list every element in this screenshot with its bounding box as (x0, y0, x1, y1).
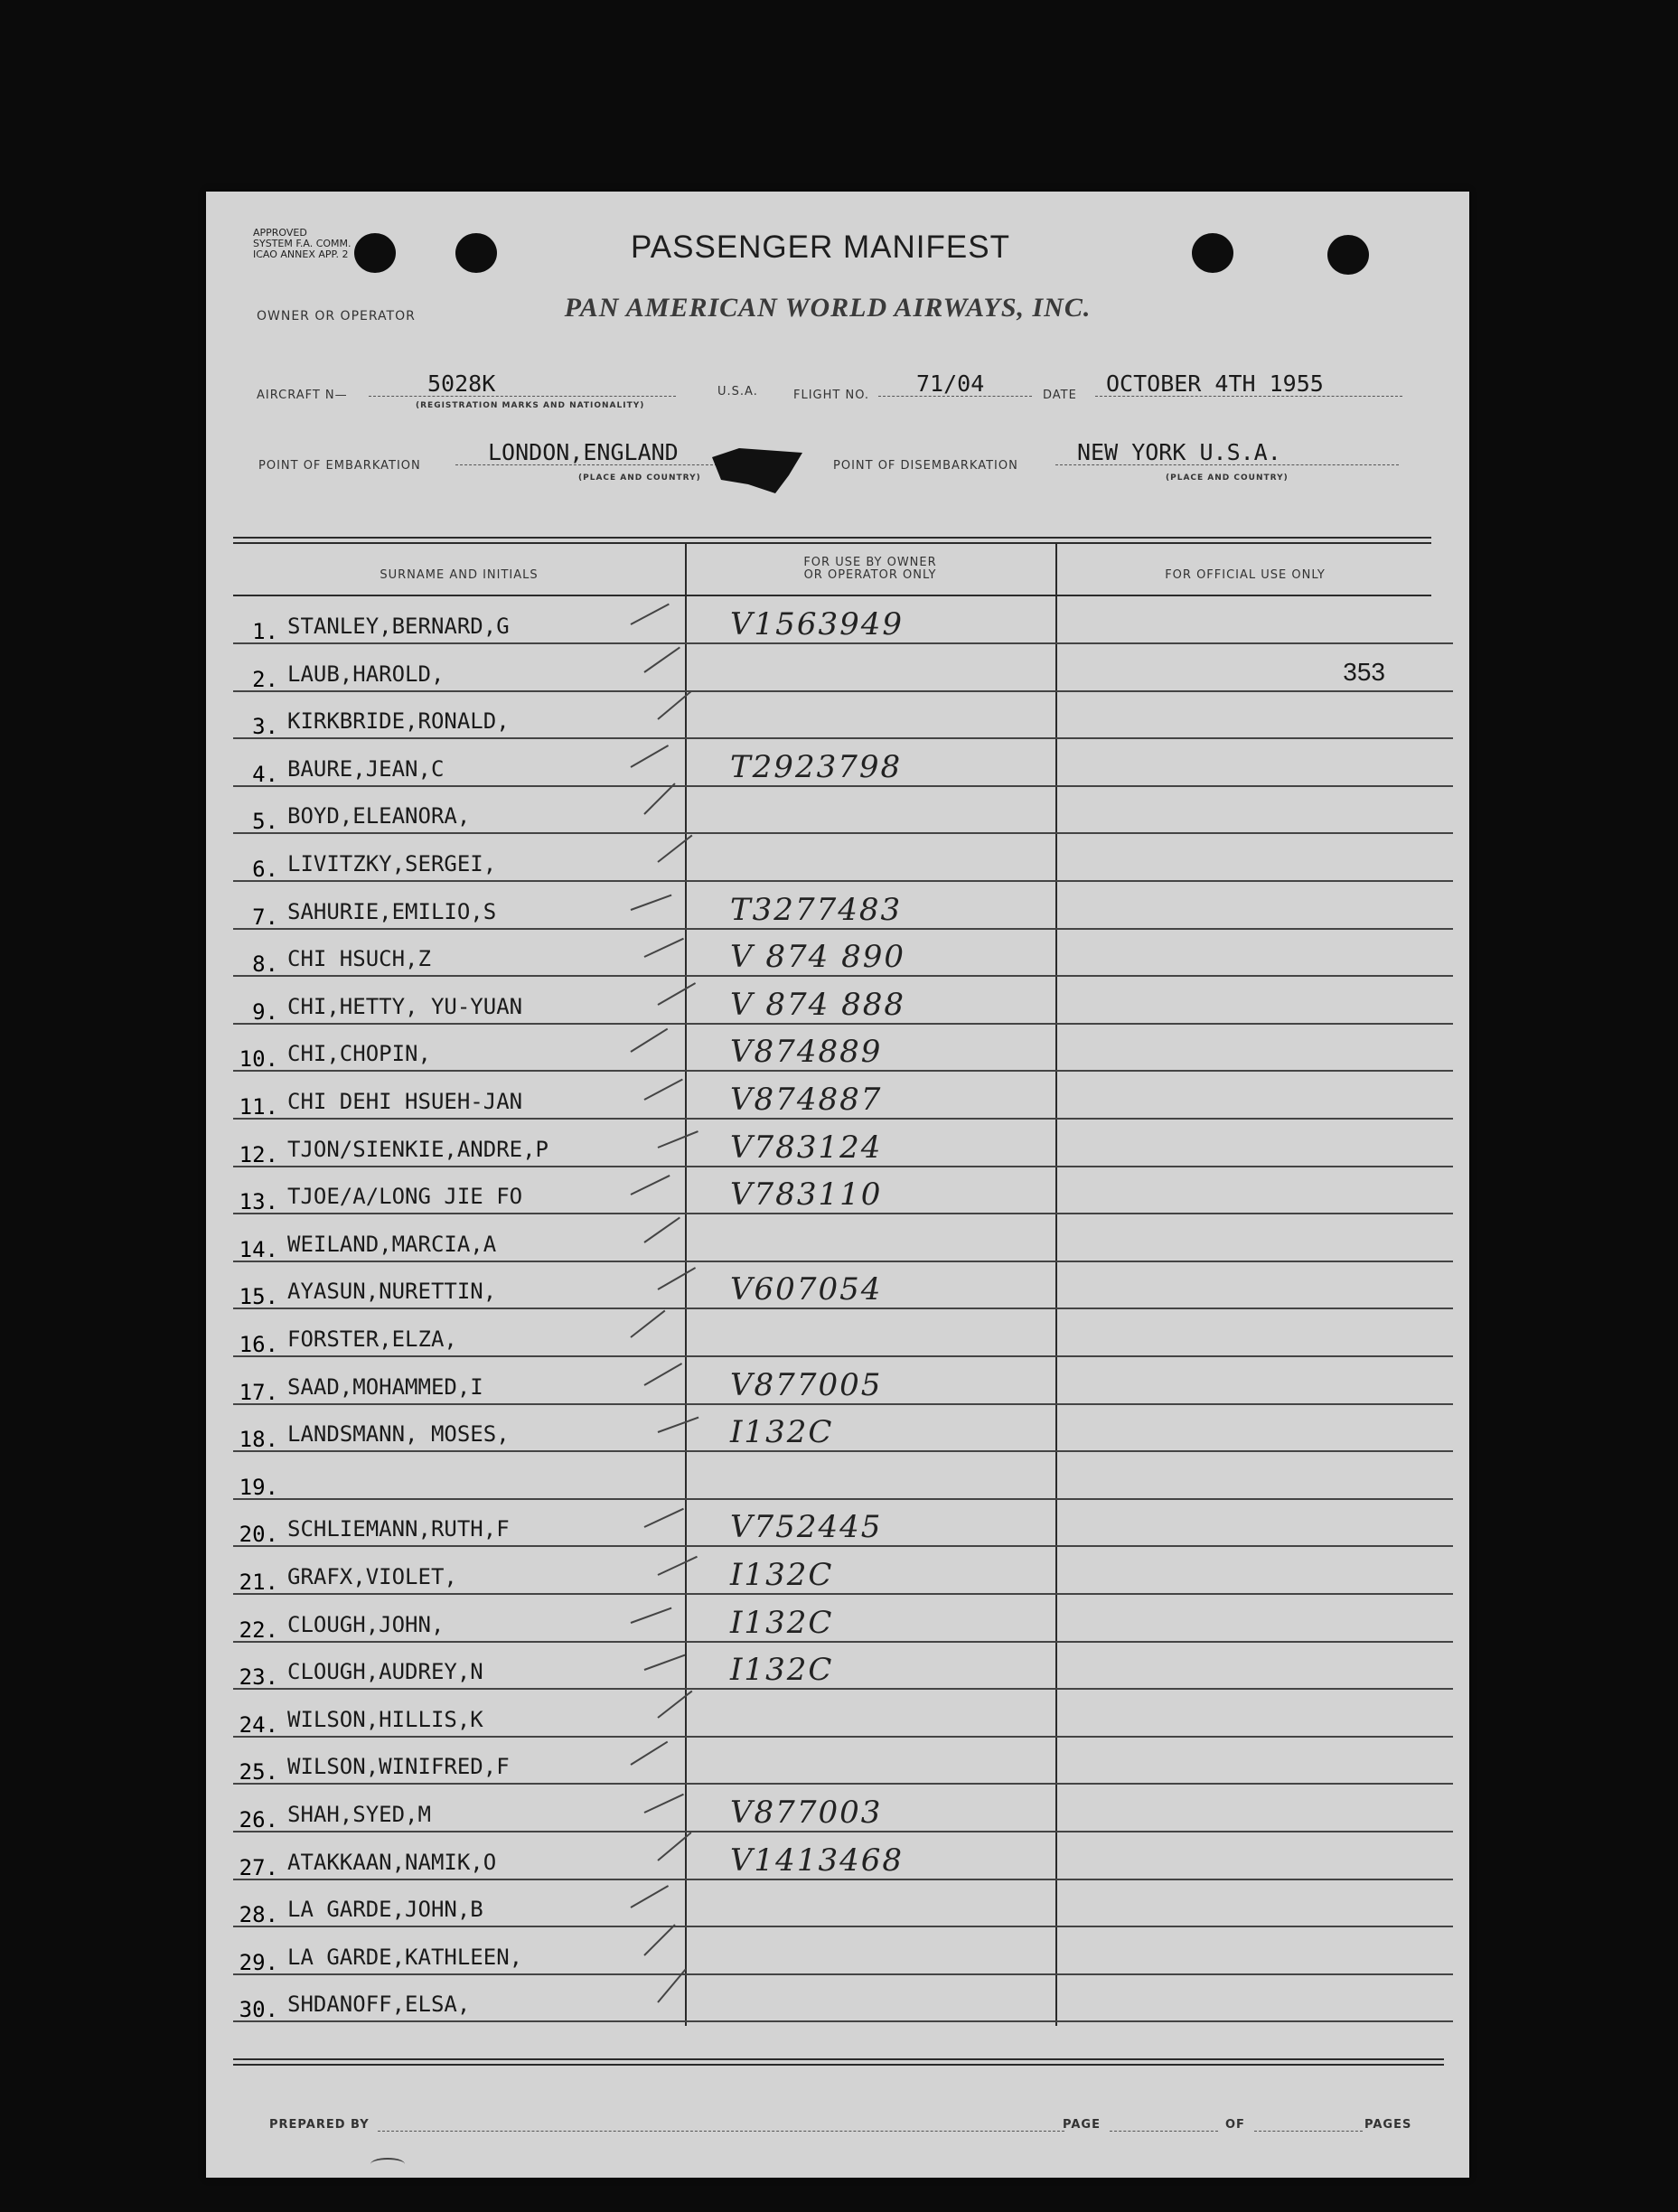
usa-label: U.S.A. (717, 385, 758, 398)
airline-name: PAN AMERICAN WORLD AIRWAYS, INC. (564, 293, 1092, 323)
embarkation-line (455, 464, 717, 465)
approval-line: SYSTEM F.A. COMM. (253, 238, 352, 249)
owner-note: V877005 (730, 1366, 883, 1403)
embarkation-sublabel: (PLACE AND COUNTRY) (578, 473, 701, 483)
disembarkation-line (1055, 464, 1399, 465)
passenger-number: 29. (239, 1949, 278, 1975)
punch-hole-left-2 (455, 233, 497, 273)
owner-note: T3277483 (730, 891, 903, 928)
table-row (233, 739, 1453, 787)
of-line (1254, 2131, 1363, 2132)
column-header-names: SURNAME AND INITIALS (380, 568, 539, 582)
passenger-number: 6. (252, 857, 278, 882)
owner-note: I132C (730, 1414, 834, 1451)
passenger-name: ATAKKAAN,NAMIK,O (287, 1849, 497, 1875)
owner-note: V 874 888 (730, 986, 905, 1023)
table-row (233, 1642, 1453, 1690)
passenger-name: TJOE/A/LONG JIE FO (287, 1184, 523, 1210)
stamp-mark (370, 2158, 405, 2170)
table-row (233, 1879, 1453, 1927)
top-rule (233, 537, 1431, 539)
passenger-name: LA GARDE,JOHN,B (287, 1897, 483, 1923)
passenger-number: 17. (239, 1379, 278, 1405)
passenger-number: 9. (252, 998, 278, 1025)
owner-note: T2923798 (730, 748, 903, 785)
passenger-number: 30. (239, 1997, 278, 2023)
owner-note: I132C (730, 1652, 834, 1689)
owner-note: I132C (730, 1557, 834, 1593)
owner-note: V1563949 (730, 606, 904, 642)
table-row (233, 691, 1453, 739)
table-row (233, 834, 1453, 882)
passenger-number: 20. (239, 1522, 278, 1548)
page-line (1110, 2131, 1218, 2132)
aircraft-value: 5028K (427, 370, 496, 397)
passenger-name: CHI,CHOPIN, (287, 1041, 431, 1067)
passenger-number: 16. (239, 1332, 278, 1357)
owner-note: I132C (730, 1604, 834, 1641)
date-label: DATE (1043, 389, 1077, 402)
passenger-name: BAURE,JEAN,C (287, 755, 445, 782)
passenger-number: 3. (252, 714, 278, 740)
column-header-official: FOR OFFICIAL USE ONLY (1165, 568, 1326, 582)
disembarkation-label: POINT OF DISEMBARKATION (833, 459, 1018, 473)
owner-note: V783110 (730, 1176, 883, 1214)
passenger-name: TJON/SIENKIE,ANDRE,P (287, 1136, 548, 1162)
passenger-name: CLOUGH,AUDREY,N (287, 1659, 483, 1685)
table-row (233, 1785, 1453, 1832)
passenger-name: CHI DEHI HSUEH-JAN (287, 1089, 523, 1114)
bottom-rule (233, 2058, 1444, 2060)
ink-blot (712, 448, 802, 493)
passenger-name: WILSON,HILLIS,K (287, 1706, 483, 1732)
aircraft-label: AIRCRAFT N— (257, 389, 348, 402)
passenger-number: 25. (239, 1759, 278, 1786)
passenger-name: LANDSMANN, MOSES, (287, 1421, 510, 1448)
passenger-number: 11. (239, 1094, 278, 1120)
official-entry: 353 (1343, 657, 1385, 686)
passenger-name: SCHLIEMANN,RUTH,F (287, 1516, 510, 1542)
passenger-number: 2. (252, 666, 278, 692)
table-row (233, 1452, 1453, 1500)
embarkation-value: LONDON,ENGLAND (488, 439, 679, 465)
approval-line: APPROVED (253, 227, 307, 239)
passenger-name: GRAFX,VIOLET, (287, 1564, 457, 1589)
passenger-name: CHI,HETTY, YU-YUAN (287, 993, 523, 1019)
page-title: PASSENGER MANIFEST (631, 230, 1010, 265)
passenger-name: SAAD,MOHAMMED,I (287, 1373, 483, 1400)
passenger-number: 8. (252, 951, 278, 978)
table-row (233, 1927, 1453, 1975)
flight-label: FLIGHT NO. (793, 389, 870, 402)
table-row (233, 1832, 1453, 1880)
passenger-number: 5. (252, 809, 278, 835)
table-row (233, 1120, 1453, 1167)
prepared-by-label: PREPARED BY (269, 2118, 370, 2132)
pages-label: PAGES (1364, 2118, 1412, 2132)
passenger-name: CHI HSUCH,Z (287, 946, 431, 972)
owner-note: V607054 (730, 1271, 883, 1308)
table-row (233, 644, 1453, 692)
table-row (233, 1357, 1453, 1405)
table-row (233, 1690, 1453, 1738)
of-label: OF (1225, 2118, 1245, 2132)
passenger-number: 12. (239, 1141, 278, 1167)
aircraft-sublabel: (REGISTRATION MARKS AND NATIONALITY) (416, 401, 645, 410)
passenger-number: 23. (239, 1664, 278, 1691)
table-row (233, 929, 1453, 977)
date-line (1095, 396, 1402, 397)
table-row (233, 1737, 1453, 1785)
passenger-number: 13. (239, 1189, 278, 1215)
owner-note: V874887 (730, 1082, 883, 1118)
owner-note: V874889 (730, 1034, 883, 1071)
disembarkation-value: NEW YORK U.S.A. (1077, 439, 1281, 465)
passenger-name: LAUB,HAROLD, (287, 661, 445, 687)
table-row (233, 1974, 1453, 2022)
passenger-name: LA GARDE,KATHLEEN, (287, 1944, 523, 1970)
passenger-name: WILSON,WINIFRED,F (287, 1754, 510, 1780)
passenger-number: 4. (252, 761, 278, 787)
passenger-name: WEILAND,MARCIA,A (287, 1231, 497, 1257)
passenger-number: 28. (239, 1902, 278, 1928)
flight-value: 71/04 (916, 370, 985, 397)
passenger-number: 24. (239, 1711, 278, 1738)
row-rule (233, 2020, 1453, 2022)
passenger-number: 22. (239, 1617, 278, 1643)
owner-label: OWNER OR OPERATOR (257, 309, 416, 323)
passenger-name: KIRKBRIDE,RONALD, (287, 708, 510, 735)
owner-note: V 874 890 (730, 939, 905, 976)
passenger-name: CLOUGH,JOHN, (287, 1611, 445, 1637)
table-row (233, 977, 1453, 1025)
approval-line: ICAO ANNEX APP. 2 (253, 248, 349, 260)
passenger-number: 19. (239, 1474, 278, 1500)
passenger-number: 26. (239, 1807, 278, 1832)
passenger-name: FORSTER,ELZA, (287, 1326, 457, 1352)
passenger-number: 1. (252, 619, 278, 644)
passenger-number: 27. (239, 1854, 278, 1880)
passenger-number: 14. (239, 1236, 278, 1262)
passenger-number: 10. (239, 1046, 278, 1073)
table-row (233, 1024, 1453, 1072)
passenger-name: BOYD,ELEANORA, (287, 803, 471, 830)
top-rule-2 (233, 542, 1431, 544)
aircraft-line (369, 396, 676, 397)
owner-note: V877003 (730, 1795, 883, 1831)
table-row (233, 596, 1453, 644)
owner-note: V783124 (730, 1129, 883, 1166)
prepared-by-line (378, 2131, 1064, 2132)
passenger-name: SHAH,SYED,M (287, 1802, 431, 1827)
disembarkation-sublabel: (PLACE AND COUNTRY) (1166, 473, 1289, 483)
table-row (233, 882, 1453, 930)
table-row (233, 1404, 1453, 1452)
page-label: PAGE (1063, 2118, 1101, 2132)
table-row (233, 1261, 1453, 1309)
passenger-number: 15. (239, 1284, 278, 1310)
passenger-number: 7. (252, 904, 278, 930)
passenger-number: 21. (239, 1570, 278, 1595)
embarkation-label: POINT OF EMBARKATION (258, 459, 421, 473)
table-row (233, 1167, 1453, 1214)
table-row (233, 1595, 1453, 1643)
owner-note: V752445 (730, 1509, 883, 1546)
punch-hole-right (1192, 233, 1233, 273)
manifest-sheet (206, 192, 1469, 2178)
table-row (233, 1214, 1453, 1262)
flight-line (878, 396, 1032, 397)
bottom-rule-2 (233, 2064, 1444, 2066)
passenger-name: STANLEY,BERNARD,G (287, 614, 510, 639)
owner-note: V1413468 (730, 1842, 904, 1879)
table-row (233, 1499, 1453, 1547)
table-row (233, 1072, 1453, 1120)
column-header-owner: FOR USE BY OWNER OR OPERATOR ONLY (803, 556, 937, 582)
date-value: OCTOBER 4TH 1955 (1106, 370, 1324, 397)
punch-hole-right-2 (1327, 235, 1369, 275)
passenger-name: SHDANOFF,ELSA, (287, 1992, 471, 2018)
table-row (233, 1547, 1453, 1595)
passenger-name: SAHURIE,EMILIO,S (287, 898, 497, 924)
passenger-name: LIVITZKY,SERGEI, (287, 851, 497, 876)
table-row (233, 1309, 1453, 1357)
passenger-name: AYASUN,NURETTIN, (287, 1279, 497, 1305)
passenger-number: 18. (239, 1427, 278, 1453)
table-row (233, 786, 1453, 834)
approval-note (253, 228, 416, 260)
